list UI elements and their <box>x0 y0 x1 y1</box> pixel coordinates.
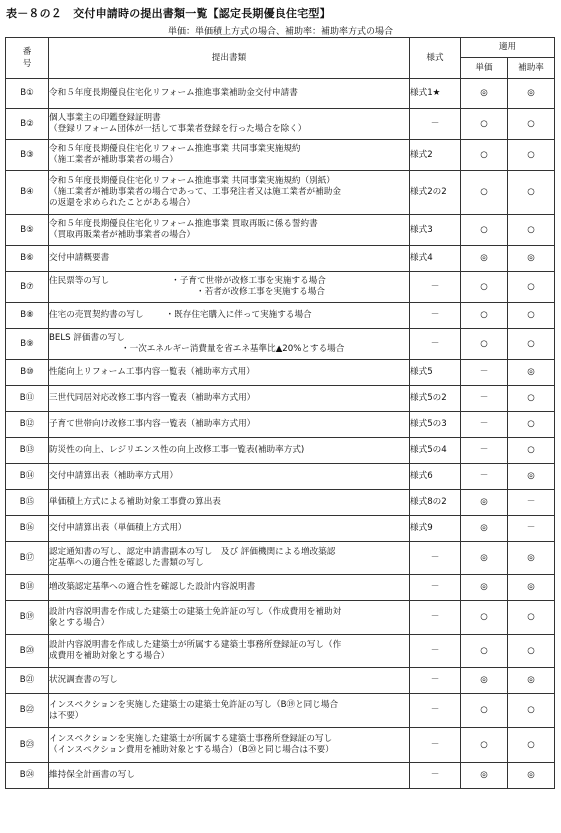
document-name-cell <box>49 412 410 438</box>
document-line: 令和５年度長期優良住宅化リフォーム推進事業 共同事業実施規約 <box>49 144 301 154</box>
row-number: B㉒ <box>6 694 49 728</box>
row-number: B⑧ <box>6 303 49 329</box>
document-line: 防災性の向上、レジリエンス性の向上改修工事一覧表(補助率方式) <box>49 445 305 455</box>
document-line: 増改築認定基準への適合性を確認した設計内容説明書 <box>49 582 256 592</box>
form-number: 様式5の4 <box>410 438 461 464</box>
form-number: － <box>410 728 461 763</box>
table-row <box>6 272 555 303</box>
row-number: B⑨ <box>6 329 49 360</box>
document-name-cell <box>49 386 410 412</box>
table-row <box>6 728 555 763</box>
table-row <box>6 763 555 789</box>
document-condition-note: ・既存住宅購入に伴って実施する場合 <box>165 310 312 320</box>
document-line: BELS 評価書の写し <box>49 333 125 343</box>
document-name-cell <box>49 246 410 272</box>
unit-price-applicability-mark: － <box>461 464 508 490</box>
document-line: 三世代同居対応改修工事内容一覧表（補助率方式用） <box>49 393 256 403</box>
subsidy-rate-applicability-mark: ◎ <box>508 575 555 601</box>
document-line: 単価積上方式による補助対象工事費の算出表 <box>49 497 221 507</box>
header-unit-price: 単価 <box>461 58 508 79</box>
unit-price-applicability-mark: ◎ <box>461 490 508 516</box>
document-name-cell <box>49 140 410 171</box>
row-number: B⑯ <box>6 516 49 542</box>
subsidy-rate-applicability-mark: ○ <box>508 412 555 438</box>
document-line: 交付申請算出表（補助率方式用） <box>49 471 178 481</box>
document-name-cell <box>49 601 410 635</box>
subsidy-rate-applicability-mark: ◎ <box>508 360 555 386</box>
row-number: B⑱ <box>6 575 49 601</box>
form-number: 様式4 <box>410 246 461 272</box>
table-row <box>6 601 555 635</box>
row-number: B⑭ <box>6 464 49 490</box>
row-number: B⑲ <box>6 601 49 635</box>
unit-price-applicability-mark: ○ <box>461 140 508 171</box>
subsidy-rate-applicability-mark: ◎ <box>508 668 555 694</box>
unit-price-applicability-mark: ◎ <box>461 763 508 789</box>
form-number: 様式1★ <box>410 79 461 109</box>
document-line: （施工業者が補助事業者の場合であって、工事発注者又は施工業者が補助金 <box>49 187 341 197</box>
subsidy-rate-applicability-mark: ○ <box>508 329 555 360</box>
form-number: － <box>410 601 461 635</box>
form-number: 様式8の2 <box>410 490 461 516</box>
table-row <box>6 438 555 464</box>
subsidy-rate-applicability-mark: ○ <box>508 601 555 635</box>
document-line: 交付申請概要書 <box>49 253 110 263</box>
subsidy-rate-applicability-mark: ○ <box>508 438 555 464</box>
row-number: B③ <box>6 140 49 171</box>
form-number: 様式5の2 <box>410 386 461 412</box>
table-row <box>6 360 555 386</box>
table-subtitle: 単価：単価積上方式の場合、補助率：補助率方式の場合 <box>167 27 393 37</box>
unit-price-applicability-mark: ○ <box>461 694 508 728</box>
document-name-cell <box>49 171 410 215</box>
table-row <box>6 412 555 438</box>
document-line: （インスペクション費用を補助対象とする場合）（B⑳と同じ場合は不要） <box>49 745 334 755</box>
document-line: 設計内容説明書を作成した建築士が所属する建築士事務所登録証の写し（作 <box>49 640 342 650</box>
table-title: 表－８の２ 交付申請時の提出書類一覧【認定長期優良住宅型】 <box>6 7 331 20</box>
unit-price-applicability-mark: ◎ <box>461 668 508 694</box>
document-line: の返還を求められたことがある場合） <box>49 198 196 208</box>
document-name-cell <box>49 694 410 728</box>
document-name-cell <box>49 109 410 140</box>
document-line: 性能向上リフォーム工事内容一覧表（補助率方式用） <box>49 367 255 377</box>
unit-price-applicability-mark: ○ <box>461 635 508 668</box>
subsidy-rate-applicability-mark: ○ <box>508 386 555 412</box>
document-condition-note: ・子育て世帯が改修工事を実施する場合 <box>171 276 326 286</box>
form-number: 様式5の3 <box>410 412 461 438</box>
header-subsidy-rate: 補助率 <box>508 58 555 79</box>
row-number: B⑮ <box>6 490 49 516</box>
unit-price-applicability-mark: ○ <box>461 329 508 360</box>
form-number: － <box>410 272 461 303</box>
document-line: （買取再販業者が補助事業者の場合） <box>49 230 196 240</box>
table-row <box>6 542 555 575</box>
document-line: 子育て世帯向け改修工事内容一覧表（補助率方式用） <box>49 419 256 429</box>
row-number: B⑦ <box>6 272 49 303</box>
form-number: 様式3 <box>410 215 461 246</box>
row-number: B⑤ <box>6 215 49 246</box>
form-number: － <box>410 542 461 575</box>
header-document: 提出書類 <box>49 38 410 79</box>
form-number: － <box>410 109 461 140</box>
subsidy-rate-applicability-mark: ◎ <box>508 464 555 490</box>
unit-price-applicability-mark: ○ <box>461 171 508 215</box>
unit-price-applicability-mark: ○ <box>461 601 508 635</box>
document-line: 認定通知書の写し、認定申請書副本の写し 及び 評価機関による増改築認 <box>49 547 336 557</box>
unit-price-applicability-mark: ○ <box>461 215 508 246</box>
table-row <box>6 215 555 246</box>
table-row <box>6 140 555 171</box>
document-line: 維持保全計画書の写し <box>49 770 135 780</box>
subsidy-rate-applicability-mark: ◎ <box>508 246 555 272</box>
document-line: は不要） <box>49 710 84 721</box>
unit-price-applicability-mark: － <box>461 412 508 438</box>
header-apply: 適用 <box>461 38 555 58</box>
subsidy-rate-applicability-mark: ◎ <box>508 79 555 109</box>
row-number: B② <box>6 109 49 140</box>
document-line: 令和５年度長期優良住宅化リフォーム推進事業 共同事業実施規約（別紙） <box>49 176 335 186</box>
document-name-cell <box>49 464 410 490</box>
unit-price-applicability-mark: ○ <box>461 728 508 763</box>
document-name-cell <box>49 763 410 789</box>
document-name-cell <box>49 728 410 763</box>
unit-price-applicability-mark: ○ <box>461 109 508 140</box>
document-name-cell <box>49 79 410 109</box>
header-number: 番 号 <box>6 38 49 79</box>
table-row <box>6 464 555 490</box>
row-number: B⑫ <box>6 412 49 438</box>
unit-price-applicability-mark: ○ <box>461 272 508 303</box>
unit-price-applicability-mark: － <box>461 360 508 386</box>
subsidy-rate-applicability-mark: ○ <box>508 215 555 246</box>
form-number: － <box>410 668 461 694</box>
table-row <box>6 575 555 601</box>
row-number: B⑳ <box>6 635 49 668</box>
table-row <box>6 329 555 360</box>
document-line: 令和５年度長期優良住宅化リフォーム推進事業補助金交付申請書 <box>49 88 298 98</box>
table-row <box>6 246 555 272</box>
subsidy-rate-applicability-mark: － <box>508 490 555 516</box>
document-line: 住民票等の写し <box>49 276 110 286</box>
unit-price-applicability-mark: ◎ <box>461 79 508 109</box>
document-name-cell <box>49 575 410 601</box>
subsidy-rate-applicability-mark: ○ <box>508 303 555 329</box>
unit-price-applicability-mark: ◎ <box>461 575 508 601</box>
document-line: 成費用を補助対象とする場合） <box>49 651 170 661</box>
document-name-cell <box>49 668 410 694</box>
document-name-cell <box>49 303 410 329</box>
subsidy-rate-applicability-mark: ○ <box>508 694 555 728</box>
subsidy-rate-applicability-mark: ○ <box>508 635 555 668</box>
unit-price-applicability-mark: － <box>461 386 508 412</box>
subsidy-rate-applicability-mark: － <box>508 516 555 542</box>
table-row <box>6 635 555 668</box>
row-number: B⑩ <box>6 360 49 386</box>
form-number: － <box>410 763 461 789</box>
document-line: 設計内容説明書を作成した建築士の建築士免許証の写し（作成費用を補助対 <box>49 606 342 617</box>
row-number: B⑪ <box>6 386 49 412</box>
form-number: 様式6 <box>410 464 461 490</box>
table-row <box>6 79 555 109</box>
row-number: B⑥ <box>6 246 49 272</box>
document-line: 象とする場合） <box>49 617 110 628</box>
unit-price-applicability-mark: － <box>461 438 508 464</box>
row-number: B㉓ <box>6 728 49 763</box>
row-number: B㉔ <box>6 763 49 789</box>
header-form: 様式 <box>410 38 461 79</box>
form-number: 様式5 <box>410 360 461 386</box>
row-number: B④ <box>6 171 49 215</box>
table-row <box>6 109 555 140</box>
form-number: 様式2の2 <box>410 171 461 215</box>
document-condition-note: ・一次エネルギー消費量を省エネ基準比▲20%とする場合 <box>121 344 345 354</box>
document-name-cell <box>49 360 410 386</box>
unit-price-applicability-mark: ◎ <box>461 246 508 272</box>
document-line: インスペクションを実施した建築士の建築士免許証の写し（B⑲と同じ場合 <box>49 699 339 710</box>
table-row <box>6 668 555 694</box>
row-number: B⑬ <box>6 438 49 464</box>
unit-price-applicability-mark: ◎ <box>461 542 508 575</box>
row-number: B㉑ <box>6 668 49 694</box>
document-name-cell <box>49 272 410 303</box>
form-number: － <box>410 303 461 329</box>
table-row <box>6 516 555 542</box>
form-number: － <box>410 635 461 668</box>
subsidy-rate-applicability-mark: ○ <box>508 171 555 215</box>
form-number: 様式9 <box>410 516 461 542</box>
document-name-cell <box>49 490 410 516</box>
subsidy-rate-applicability-mark: ○ <box>508 728 555 763</box>
document-line: （登録リフォーム団体が一括して事業者登録を行った場合を除く） <box>49 124 307 134</box>
document-name-cell <box>49 542 410 575</box>
document-line: インスペクションを実施した建築士が所属する建築士事務所登録証の写し <box>49 734 333 744</box>
subsidy-rate-applicability-mark: ○ <box>508 272 555 303</box>
table-row <box>6 694 555 728</box>
row-number: B⑰ <box>6 542 49 575</box>
subsidy-rate-applicability-mark: ◎ <box>508 542 555 575</box>
table-row <box>6 303 555 329</box>
table-row <box>6 386 555 412</box>
document-line: 状況調査書の写し <box>49 675 118 685</box>
table-row <box>6 171 555 215</box>
document-line: 住宅の売買契約書の写し <box>49 310 144 320</box>
document-name-cell <box>49 215 410 246</box>
form-number: － <box>410 694 461 728</box>
form-number: － <box>410 329 461 360</box>
unit-price-applicability-mark: ◎ <box>461 516 508 542</box>
document-name-cell <box>49 516 410 542</box>
document-name-cell <box>49 329 410 360</box>
subsidy-rate-applicability-mark: ◎ <box>508 763 555 789</box>
table-row <box>6 490 555 516</box>
document-line: 令和５年度長期優良住宅化リフォーム推進事業 買取再販に係る誓約書 <box>49 219 318 229</box>
unit-price-applicability-mark: ○ <box>461 303 508 329</box>
document-line: 個人事業主の印鑑登録証明書 <box>49 113 161 123</box>
submission-documents-table <box>5 37 555 789</box>
document-line: （施工業者が補助事業者の場合） <box>49 155 178 165</box>
form-number: － <box>410 575 461 601</box>
document-name-cell <box>49 635 410 668</box>
document-line: 定基準への適合性を確認した書類の写し <box>49 558 204 568</box>
document-line: 交付申請算出表（単価積上方式用） <box>49 523 187 533</box>
subsidy-rate-applicability-mark: ○ <box>508 109 555 140</box>
document-condition-note: ・若者が改修工事を実施する場合 <box>196 287 325 297</box>
row-number: B① <box>6 79 49 109</box>
form-number: 様式2 <box>410 140 461 171</box>
subsidy-rate-applicability-mark: ○ <box>508 140 555 171</box>
document-name-cell <box>49 438 410 464</box>
